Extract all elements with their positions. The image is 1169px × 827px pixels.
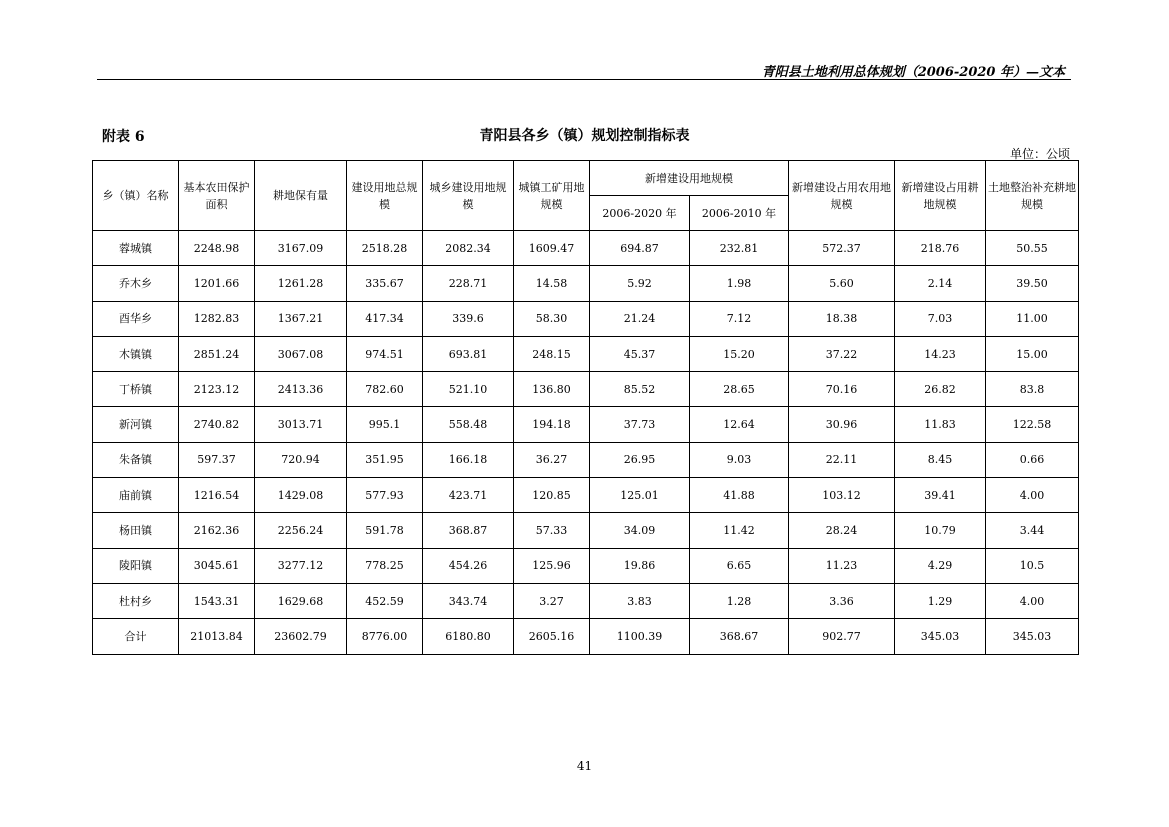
value-cell: 6180.80 <box>423 619 514 654</box>
value-cell: 1.98 <box>690 266 789 301</box>
value-cell: 902.77 <box>789 619 895 654</box>
value-cell: 11.00 <box>986 301 1079 336</box>
value-cell: 2162.36 <box>179 513 255 548</box>
value-cell: 2740.82 <box>179 407 255 442</box>
value-cell: 6.65 <box>690 548 789 583</box>
table-body <box>93 231 1079 655</box>
value-cell: 521.10 <box>423 372 514 407</box>
value-cell: 1367.21 <box>255 301 347 336</box>
township-name-cell: 酉华乡 <box>93 301 179 336</box>
value-cell: 21013.84 <box>179 619 255 654</box>
page-number: 41 <box>576 759 593 773</box>
header-period-2006-2020: 2006-2020 年 <box>590 196 690 231</box>
value-cell: 3013.71 <box>255 407 347 442</box>
value-cell: 166.18 <box>423 442 514 477</box>
value-cell: 122.58 <box>986 407 1079 442</box>
value-cell: 1282.83 <box>179 301 255 336</box>
value-cell: 37.22 <box>789 336 895 371</box>
township-name-cell: 杜村乡 <box>93 583 179 618</box>
value-cell: 423.71 <box>423 478 514 513</box>
value-cell: 15.20 <box>690 336 789 371</box>
value-cell: 5.60 <box>789 266 895 301</box>
value-cell: 58.30 <box>514 301 590 336</box>
value-cell: 45.37 <box>590 336 690 371</box>
value-cell: 2248.98 <box>179 231 255 266</box>
value-cell: 1609.47 <box>514 231 590 266</box>
value-cell: 22.11 <box>789 442 895 477</box>
value-cell: 39.41 <box>895 478 986 513</box>
value-cell: 2.14 <box>895 266 986 301</box>
table-row <box>93 231 1079 266</box>
value-cell: 11.23 <box>789 548 895 583</box>
value-cell: 693.81 <box>423 336 514 371</box>
header-urban-industrial: 城镇工矿用地规模 <box>514 161 590 231</box>
value-cell: 19.86 <box>590 548 690 583</box>
table-row <box>93 336 1079 371</box>
value-cell: 343.74 <box>423 583 514 618</box>
value-cell: 572.37 <box>789 231 895 266</box>
value-cell: 7.03 <box>895 301 986 336</box>
table-row <box>93 442 1079 477</box>
value-cell: 34.09 <box>590 513 690 548</box>
value-cell: 351.95 <box>347 442 423 477</box>
value-cell: 70.16 <box>789 372 895 407</box>
value-cell: 1.29 <box>895 583 986 618</box>
table-row <box>93 548 1079 583</box>
township-name-cell: 丁桥镇 <box>93 372 179 407</box>
value-cell: 368.87 <box>423 513 514 548</box>
township-name-cell: 陵阳镇 <box>93 548 179 583</box>
value-cell: 15.00 <box>986 336 1079 371</box>
value-cell: 1201.66 <box>179 266 255 301</box>
value-cell: 368.67 <box>690 619 789 654</box>
township-name-cell: 新河镇 <box>93 407 179 442</box>
value-cell: 3.44 <box>986 513 1079 548</box>
value-cell: 28.65 <box>690 372 789 407</box>
header-basic-farmland: 基本农田保护面积 <box>179 161 255 231</box>
township-name-cell: 乔木乡 <box>93 266 179 301</box>
value-cell: 37.73 <box>590 407 690 442</box>
document-header-title: 青阳县土地利用总体规划（2006-2020 年）—文本 <box>761 65 1065 80</box>
value-cell: 2518.28 <box>347 231 423 266</box>
value-cell: 23602.79 <box>255 619 347 654</box>
value-cell: 21.24 <box>590 301 690 336</box>
value-cell: 228.71 <box>423 266 514 301</box>
value-cell: 11.42 <box>690 513 789 548</box>
table-row <box>93 301 1079 336</box>
value-cell: 1429.08 <box>255 478 347 513</box>
township-name-cell: 木镇镇 <box>93 336 179 371</box>
planning-indicator-table <box>92 160 1079 655</box>
appendix-label: 附表 6 <box>102 129 145 145</box>
value-cell: 1629.68 <box>255 583 347 618</box>
table-row <box>93 407 1079 442</box>
value-cell: 8.45 <box>895 442 986 477</box>
value-cell: 3167.09 <box>255 231 347 266</box>
value-cell: 2123.12 <box>179 372 255 407</box>
value-cell: 28.24 <box>789 513 895 548</box>
value-cell: 782.60 <box>347 372 423 407</box>
value-cell: 345.03 <box>986 619 1079 654</box>
table-title: 青阳县各乡（镇）规划控制指标表 <box>479 128 690 144</box>
value-cell: 194.18 <box>514 407 590 442</box>
value-cell: 10.79 <box>895 513 986 548</box>
value-cell: 4.29 <box>895 548 986 583</box>
value-cell: 9.03 <box>690 442 789 477</box>
header-rule <box>97 79 1071 80</box>
value-cell: 558.48 <box>423 407 514 442</box>
value-cell: 597.37 <box>179 442 255 477</box>
value-cell: 85.52 <box>590 372 690 407</box>
header-period-2006-2010: 2006-2010 年 <box>690 196 789 231</box>
table-row <box>93 266 1079 301</box>
value-cell: 4.00 <box>986 583 1079 618</box>
value-cell: 454.26 <box>423 548 514 583</box>
township-name-cell: 合计 <box>93 619 179 654</box>
header-urban-rural-construction: 城乡建设用地规模 <box>423 161 514 231</box>
value-cell: 218.76 <box>895 231 986 266</box>
township-name-cell: 蓉城镇 <box>93 231 179 266</box>
value-cell: 8776.00 <box>347 619 423 654</box>
value-cell: 0.66 <box>986 442 1079 477</box>
value-cell: 3.36 <box>789 583 895 618</box>
value-cell: 14.58 <box>514 266 590 301</box>
value-cell: 335.67 <box>347 266 423 301</box>
value-cell: 974.51 <box>347 336 423 371</box>
value-cell: 39.50 <box>986 266 1079 301</box>
value-cell: 2082.34 <box>423 231 514 266</box>
value-cell: 12.64 <box>690 407 789 442</box>
table-row <box>93 478 1079 513</box>
table-row <box>93 619 1079 654</box>
value-cell: 3.83 <box>590 583 690 618</box>
value-cell: 577.93 <box>347 478 423 513</box>
header-township: 乡（镇）名称 <box>93 161 179 231</box>
value-cell: 339.6 <box>423 301 514 336</box>
value-cell: 7.12 <box>690 301 789 336</box>
value-cell: 36.27 <box>514 442 590 477</box>
value-cell: 345.03 <box>895 619 986 654</box>
value-cell: 18.38 <box>789 301 895 336</box>
header-land-consolidation: 土地整治补充耕地规模 <box>986 161 1079 231</box>
township-name-cell: 朱备镇 <box>93 442 179 477</box>
value-cell: 1.28 <box>690 583 789 618</box>
value-cell: 1543.31 <box>179 583 255 618</box>
value-cell: 1216.54 <box>179 478 255 513</box>
value-cell: 2413.36 <box>255 372 347 407</box>
value-cell: 3.27 <box>514 583 590 618</box>
value-cell: 103.12 <box>789 478 895 513</box>
value-cell: 30.96 <box>789 407 895 442</box>
value-cell: 125.01 <box>590 478 690 513</box>
value-cell: 136.80 <box>514 372 590 407</box>
table-row <box>93 513 1079 548</box>
township-name-cell: 庙前镇 <box>93 478 179 513</box>
value-cell: 26.95 <box>590 442 690 477</box>
value-cell: 720.94 <box>255 442 347 477</box>
value-cell: 3045.61 <box>179 548 255 583</box>
value-cell: 232.81 <box>690 231 789 266</box>
value-cell: 3067.08 <box>255 336 347 371</box>
header-new-agri-occupied: 新增建设占用农用地规模 <box>789 161 895 231</box>
township-name-cell: 杨田镇 <box>93 513 179 548</box>
value-cell: 778.25 <box>347 548 423 583</box>
value-cell: 4.00 <box>986 478 1079 513</box>
header-new-construction: 新增建设用地规模 <box>590 161 789 196</box>
value-cell: 417.34 <box>347 301 423 336</box>
value-cell: 41.88 <box>690 478 789 513</box>
value-cell: 26.82 <box>895 372 986 407</box>
value-cell: 2605.16 <box>514 619 590 654</box>
value-cell: 10.5 <box>986 548 1079 583</box>
value-cell: 125.96 <box>514 548 590 583</box>
header-new-cultivated-occupied: 新增建设占用耕地规模 <box>895 161 986 231</box>
value-cell: 591.78 <box>347 513 423 548</box>
value-cell: 452.59 <box>347 583 423 618</box>
value-cell: 3277.12 <box>255 548 347 583</box>
value-cell: 995.1 <box>347 407 423 442</box>
table-row <box>93 372 1079 407</box>
unit-note: 单位：公顷 <box>1009 147 1070 161</box>
value-cell: 11.83 <box>895 407 986 442</box>
value-cell: 83.8 <box>986 372 1079 407</box>
value-cell: 57.33 <box>514 513 590 548</box>
value-cell: 120.85 <box>514 478 590 513</box>
value-cell: 50.55 <box>986 231 1079 266</box>
header-construction-total: 建设用地总规模 <box>347 161 423 231</box>
value-cell: 1100.39 <box>590 619 690 654</box>
value-cell: 1261.28 <box>255 266 347 301</box>
value-cell: 694.87 <box>590 231 690 266</box>
value-cell: 248.15 <box>514 336 590 371</box>
value-cell: 2851.24 <box>179 336 255 371</box>
value-cell: 2256.24 <box>255 513 347 548</box>
header-cultivated-land: 耕地保有量 <box>255 161 347 231</box>
value-cell: 14.23 <box>895 336 986 371</box>
table-row <box>93 583 1079 618</box>
value-cell: 5.92 <box>590 266 690 301</box>
